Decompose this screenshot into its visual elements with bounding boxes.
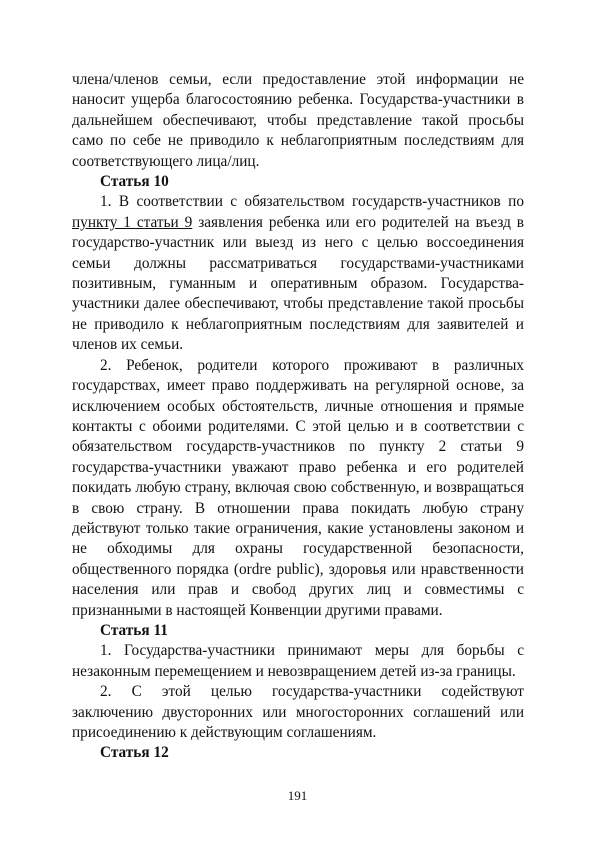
page-number: 191 bbox=[287, 788, 308, 803]
article-11-paragraph-2: 2. С этой целью государства-участники содействуют заключению двусторонних или многосторонних соглашений или присоединению к действующим соглашениям. bbox=[72, 683, 524, 741]
article-12-heading: Статья 12 bbox=[100, 744, 169, 762]
article-9-reference-link[interactable]: пункту 1 статьи 9 bbox=[72, 213, 193, 231]
intro-paragraph: члена/членов семьи, если предоставление этой информации не наносит ущерба благосостоянию ребенка. Государства-участники в дальнейшем обеспечивают, чтобы представление такой просьбы само по себе не приводило к неблагоприятным последствиям для соответствующего лица/лиц. bbox=[72, 71, 524, 170]
article-11-paragraph-1: 1. Государства-участники принимают меры для борьбы с незаконным перемещением и невозвращением детей из-за границы. bbox=[72, 642, 524, 680]
document-page bbox=[72, 70, 524, 764]
article-10-p1-text-before: 1. В соответствии с обязательством государств-участников по bbox=[100, 193, 524, 211]
article-10-paragraph-2: 2. Ребенок, родители которого проживают в различных государствах, имеет право поддерживать на регулярной основе, за исключением особых обстоятельств, личные отношения и прямые контакты с обоими родителями. С этой целью и в соответствии с обязательством государств-участников по пункту 2 статьи 9 государства-участники уважают право ребенка и его родителей покидать любую страну, включая свою собственную, и возвращаться в свою страну. В отношении права покидать любую страну действуют только такие ограничения, какие установлены законом и не обходимы для охраны государственной безопасности, общественного порядка (ordre public), здоровья или нравственности населения или прав и свобод других лиц и совместимы с признанными в настоящей Конвенции другими правами. bbox=[72, 356, 524, 619]
article-10-p1-text-after: заявления ребенка или его родителей на въезд в государство-участник или выезд из него с целью воссоединения семьи должны рассматриваться государствами-участниками позитивным, гуманным и оперативным образом. Государства-участники далее обеспечивают, чтобы представление такой просьбы не приводило к неблагоприятным последствиям для заявителей и членов их семьи. bbox=[72, 213, 524, 354]
article-10-paragraph-1 bbox=[72, 192, 524, 355]
article-10-heading: Статья 10 bbox=[100, 173, 169, 191]
article-11-heading: Статья 11 bbox=[100, 621, 168, 639]
